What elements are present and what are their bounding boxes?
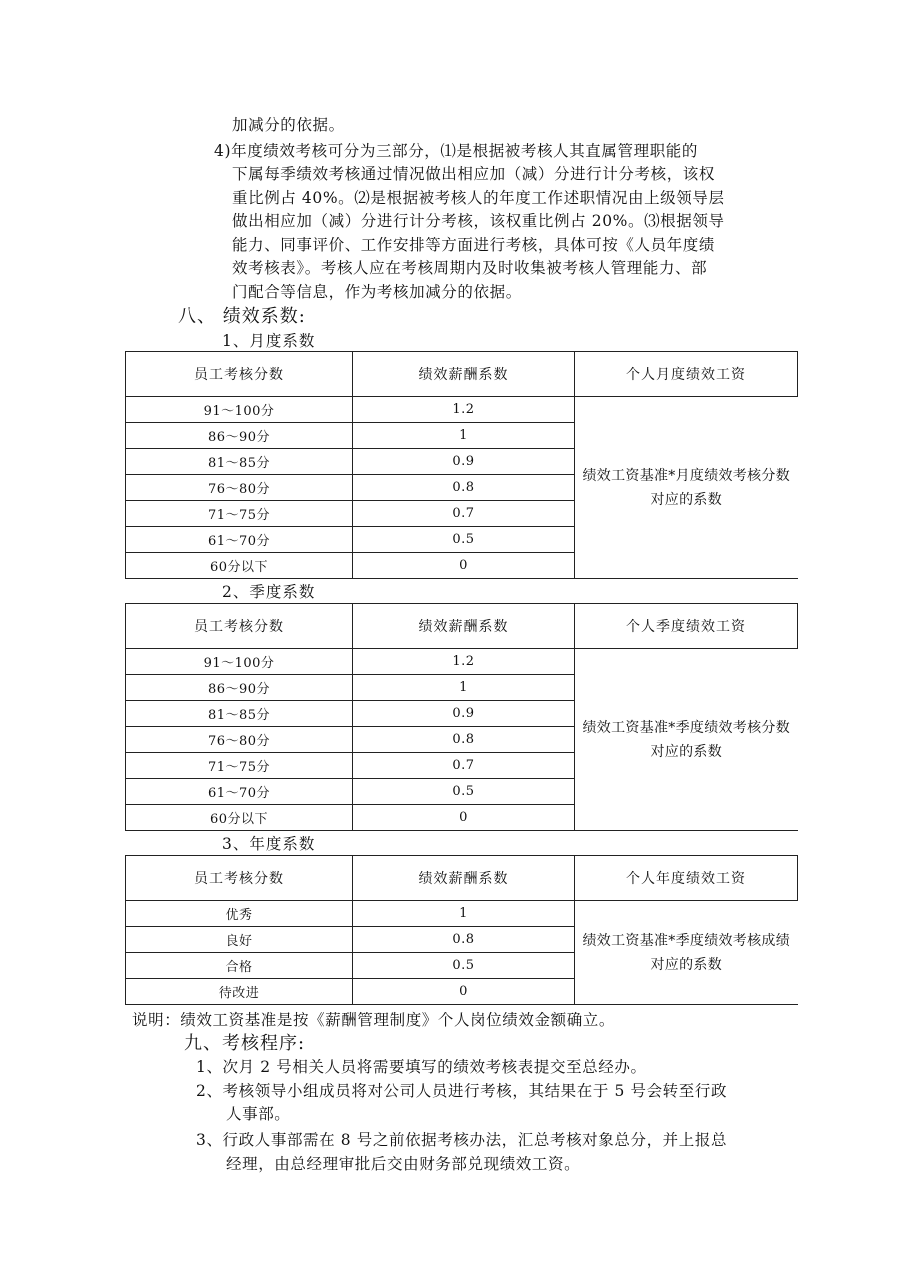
rating-cell: 良好 [126,927,353,953]
salary-formula-cell: 绩效工资基准*月度绩效考核分数对应的系数 [575,397,798,579]
intro-line: 能力、同事评价、工作安排等方面进行考核，具体可按《人员年度绩 [232,236,716,254]
note-line: 说明：绩效工资基准是按《薪酬管理制度》个人岗位绩效金额确立。 [132,1011,616,1029]
table-header: 绩效薪酬系数 [353,604,575,649]
table-header: 绩效薪酬系数 [353,856,575,901]
coefficient-cell: 1 [353,423,575,449]
procedure-item: 2、考核领导小组成员将对公司人员进行考核，其结果在于 5 号会转至行政 [196,1082,728,1100]
score-cell: 86～90分 [126,423,353,449]
score-cell: 91～100分 [126,649,353,675]
salary-formula-cell: 绩效工资基准*季度绩效考核分数对应的系数 [575,649,798,831]
coefficient-cell: 0.8 [353,927,575,953]
rating-cell: 合格 [126,953,353,979]
score-cell: 76～80分 [126,727,353,753]
score-cell: 91～100分 [126,397,353,423]
section-8-heading: 八、 绩效系数: [178,306,306,327]
annual-heading: 3、年度系数 [222,835,316,853]
procedure-item: 3、行政人事部需在 8 号之前依据考核办法，汇总考核对象总分，并上报总 [196,1131,728,1149]
coefficient-cell: 0.5 [353,953,575,979]
coefficient-cell: 0.8 [353,475,575,501]
score-cell: 71～75分 [126,501,353,527]
table-header: 员工考核分数 [126,856,353,901]
quarterly-heading: 2、季度系数 [222,583,316,601]
coefficient-cell: 1 [353,901,575,927]
score-cell: 86～90分 [126,675,353,701]
score-cell: 60分以下 [126,805,353,831]
intro-line: 加减分的依据。 [232,116,345,134]
table-header: 员工考核分数 [126,352,353,397]
intro-line: 重比例占 40%。⑵是根据被考核人的年度工作述职情况由上级领导层 [232,189,725,207]
score-cell: 60分以下 [126,553,353,579]
rating-cell: 优秀 [126,901,353,927]
table-header: 员工考核分数 [126,604,353,649]
coefficient-cell: 0 [353,553,575,579]
procedure-item-continued: 经理，由总经理审批后交由财务部兑现绩效工资。 [226,1155,581,1173]
score-cell: 81～85分 [126,449,353,475]
annual-coefficient-table [125,855,798,1005]
section-9-heading: 九、考核程序: [184,1033,306,1054]
coefficient-cell: 0 [353,979,575,1005]
score-cell: 81～85分 [126,701,353,727]
score-cell: 61～70分 [126,527,353,553]
intro-line: 门配合等信息，作为考核加减分的依据。 [232,283,522,301]
coefficient-cell: 0.5 [353,779,575,805]
coefficient-cell: 1.2 [353,397,575,423]
salary-formula-cell: 绩效工资基准*季度绩效考核成绩对应的系数 [575,901,798,1005]
score-cell: 61～70分 [126,779,353,805]
intro-line: 效考核表》。考核人应在考核周期内及时收集被考核人管理能力、部 [232,259,708,277]
coefficient-cell: 1.2 [353,649,575,675]
monthly-heading: 1、月度系数 [222,332,316,350]
score-cell: 71～75分 [126,753,353,779]
coefficient-cell: 0.9 [353,449,575,475]
score-cell: 76～80分 [126,475,353,501]
coefficient-cell: 0.7 [353,753,575,779]
intro-line: 4)年度绩效考核可分为三部分，⑴是根据被考核人其直属管理职能的 [214,142,699,160]
intro-line: 下属每季绩效考核通过情况做出相应加（减）分进行计分考核，该权 [232,165,716,183]
coefficient-cell: 0.7 [353,501,575,527]
table-header: 绩效薪酬系数 [353,352,575,397]
intro-line: 做出相应加（减）分进行计分考核，该权重比例占 20%。⑶根据领导 [232,212,725,230]
procedure-item-continued: 人事部。 [226,1105,291,1123]
coefficient-cell: 0.8 [353,727,575,753]
coefficient-cell: 1 [353,675,575,701]
coefficient-cell: 0.9 [353,701,575,727]
coefficient-cell: 0 [353,805,575,831]
coefficient-cell: 0.5 [353,527,575,553]
table-header: 个人季度绩效工资 [575,604,798,649]
table-header: 个人年度绩效工资 [575,856,798,901]
procedure-item: 1、次月 2 号相关人员将需要填写的绩效考核表提交至总经办。 [196,1058,647,1076]
rating-cell: 待改进 [126,979,353,1005]
monthly-coefficient-table [125,351,798,579]
quarterly-coefficient-table [125,603,798,831]
table-header: 个人月度绩效工资 [575,352,798,397]
